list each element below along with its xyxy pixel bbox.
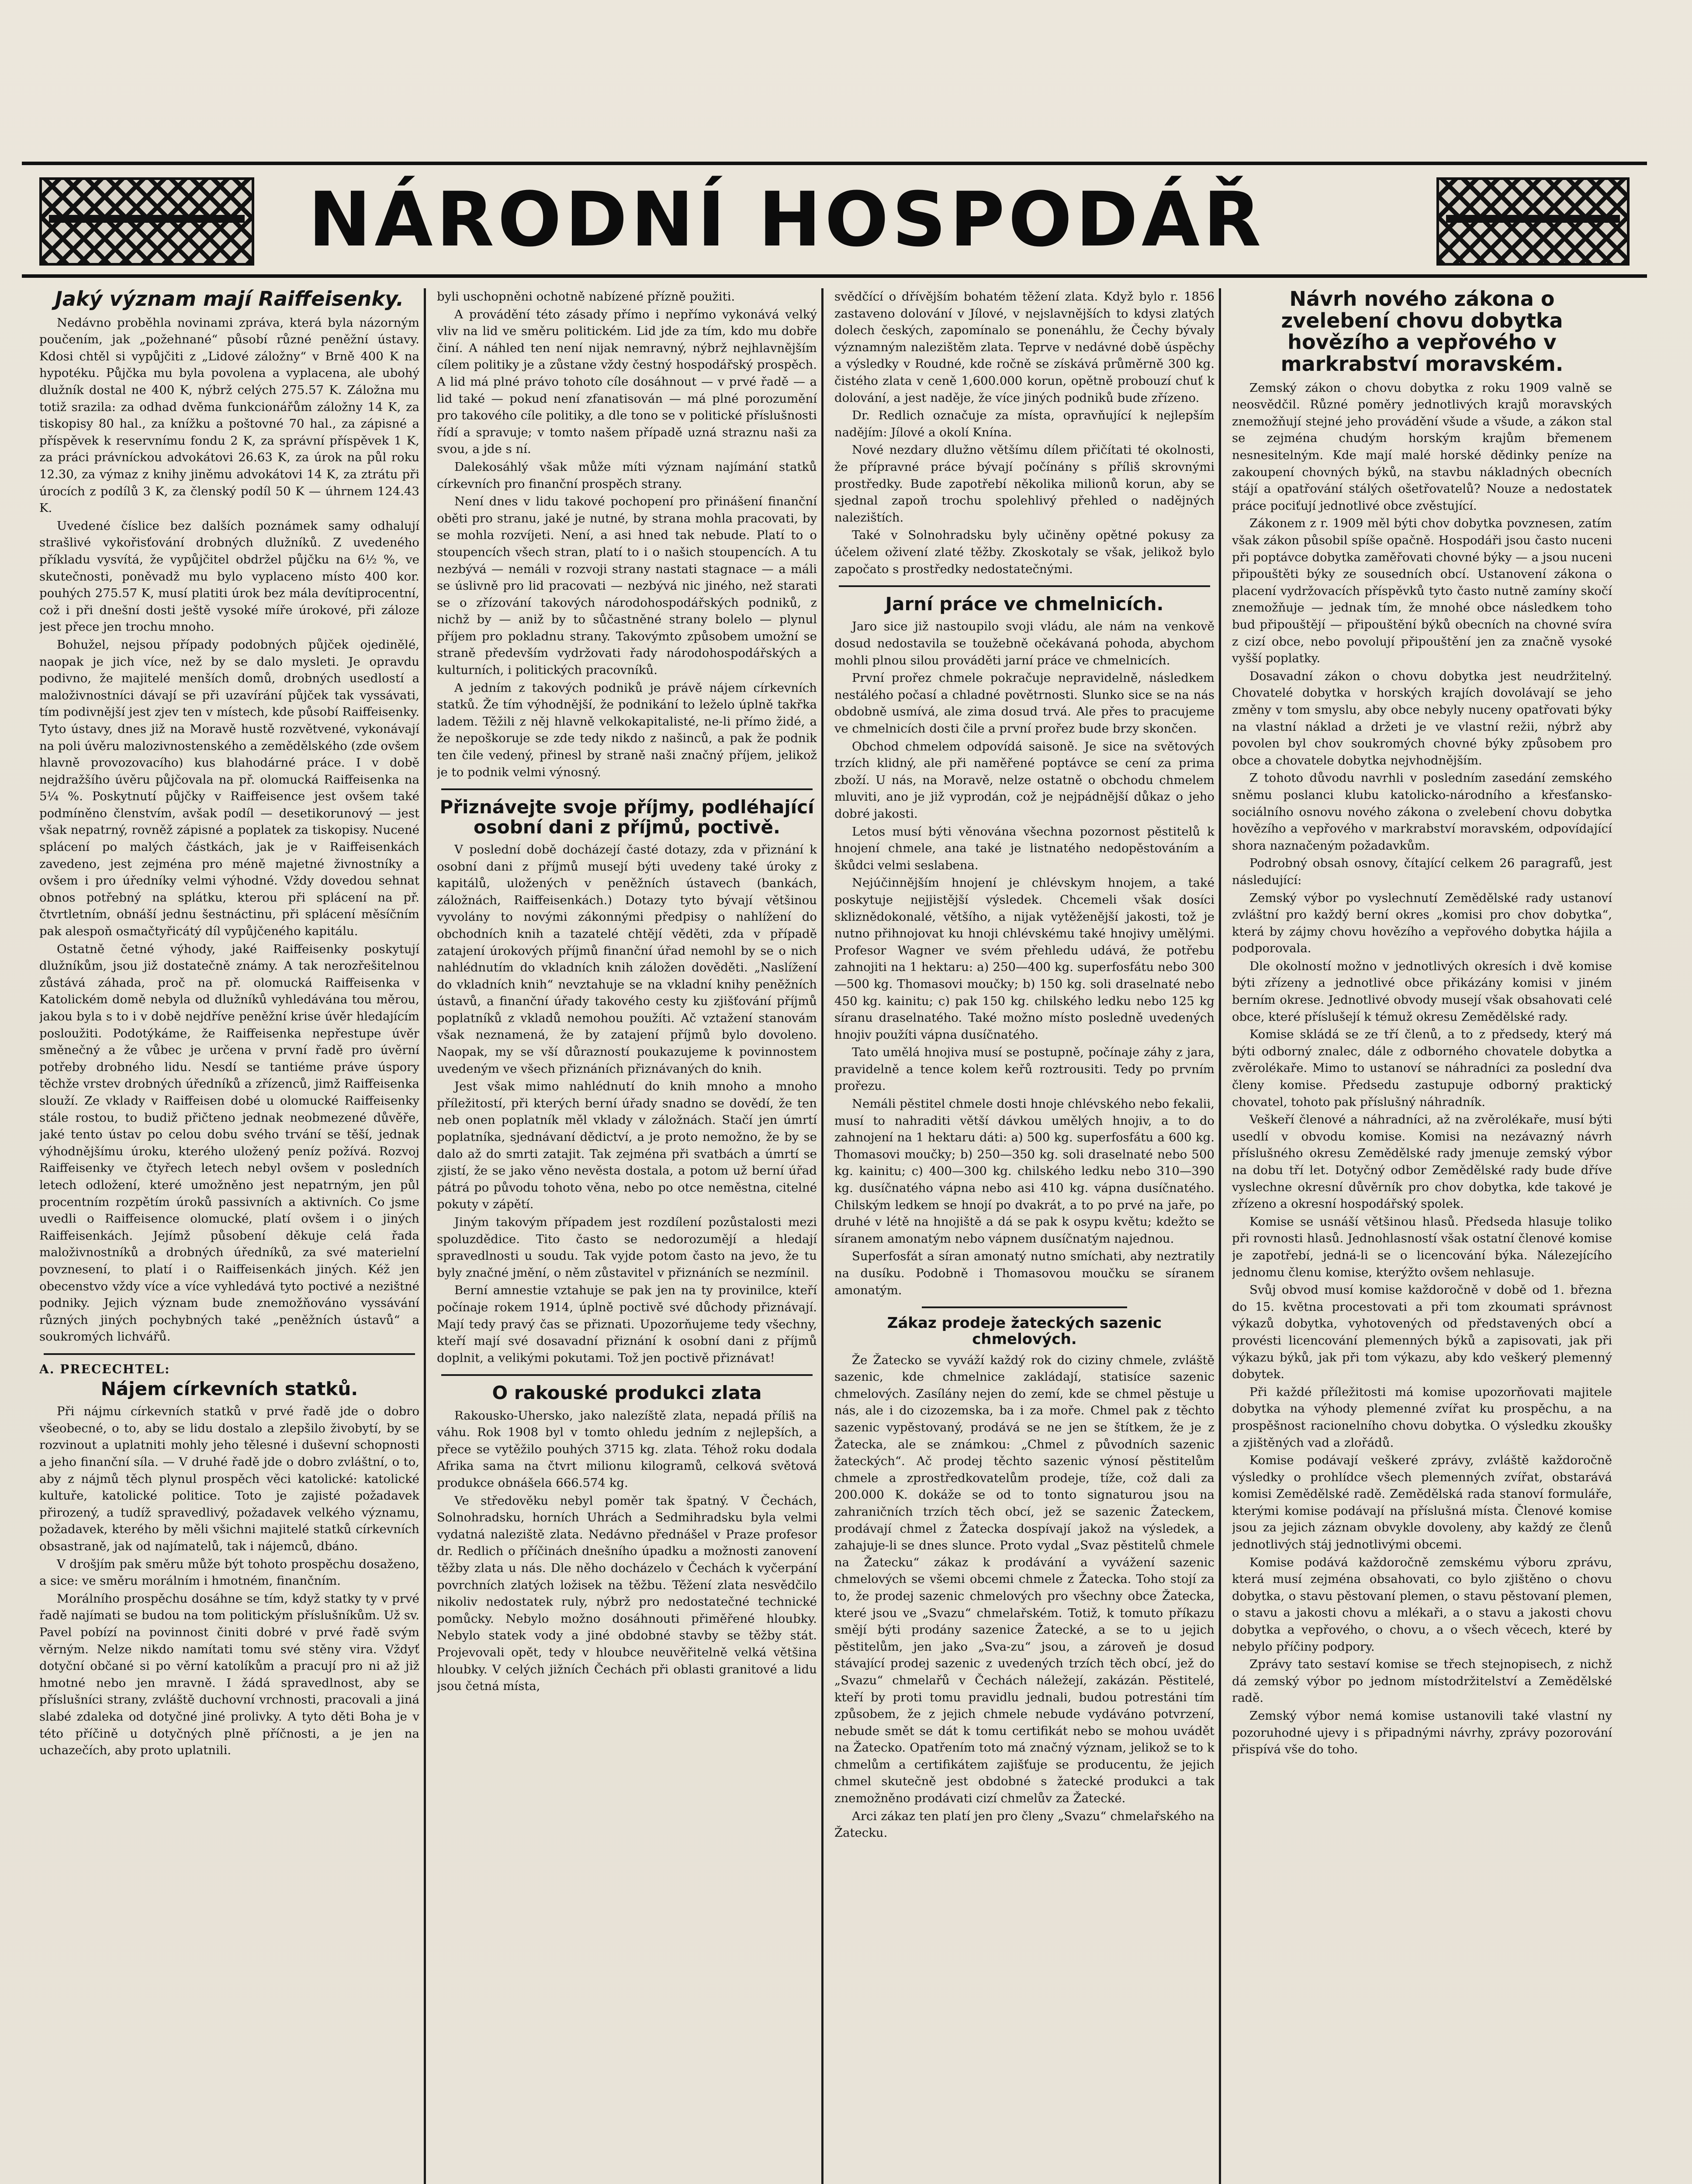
article-hops xyxy=(834,594,1215,1299)
article-paragraph: svědčící o dřívějším bohatém těžení zlata. Když bylo r. 1856 zastaveno dolování v Jílové, v nejslavnějších to kdysi zlatých dolech českých, zapomínalo se ponenáhlu, že Čechy bývaly významným nalezištěm zlata. Teprve v nedávné době úspěchy a výsledky v Roudné, kde ročně se získává průměrně 300 kg. čistého zlata v ceně 1,600.000 korun, opětně probouzí chuť k dolování, a jest naděje, že více jiných podniků bude zřízeno. xyxy=(834,290,1215,405)
column-rule xyxy=(424,288,426,2184)
article-paragraph: Obchod chmelem odpovídá saisoně. Je sice na světových trzích klidný, ale při naměřené poptávce se cení za prima zboží. U nás, na Moravě, nelze ostatně o obchodu chmelem mluviti, ano je již vyprodán, což je nejpádnější důkaz o jeho dobré jakosti. xyxy=(834,739,1215,821)
article-paragraph: Ve středověku nebyl poměr tak špatný. V Čechách, Solnohradsku, horních Uhrách a Sedmihradsku byla velmi vydatná naleziště zlata. Nedávno přednášel v Praze profesor dr. Redlich o příčinách dnešního úpadku a možnosti zanovení těžby zlata u nás. Dle něho docházelo v Čechách k vyčerpání povrchních zlatých ložisek na těžbu. Těžení zlata nesvědčilo nikoliv nedostatek ruly, nýbrž pro nedostatečné technické pomůcky. Nebylo možno dosáhnouti přiměřené hloubky. Nebylo statek vody a jiné obdobné stavby se těžby stát. Projevovali opět, tedy v hloubce neuvěřitelně velká většina hloubky. V celých jižních Čechách při oblasti granitové a lidu jsou četná místa, xyxy=(437,1493,817,1693)
article-paragraph: Nové nezdary dlužno většímu dílem přičítati té okolnosti, že přípravné práce bývají počínány s příliš skrovnými prostředky. Bude zapotřebí několika milionů korun, aby se sjednal zapoň trochu spolehlivý přehled o nadějných nalezištích. xyxy=(834,443,1215,525)
article-paragraph: Berní amnestie vztahuje se pak jen na ty provinilce, kteří počínaje rokem 1914, úplně poctivě své důchody přiznávají. Mají tedy pravý čas se přiznati. Upozorňujeme tedy všechny, kteří mají své dosavadní přiznání k osobní dani z příjmů doplnit, a velikými pokutami. Tož jen poctivě přiznávat! xyxy=(437,1283,817,1365)
article-paragraph: Zemský výbor po vyslechnutí Zemědělské rady ustanoví zvláštní pro každý berní okres „komisi pro chov dobytka“, která by zájmy chovu hovězího a vepřového dobytka hájila a podporovala. xyxy=(1232,891,1612,956)
article-paragraph: Komise podávají veškeré zprávy, zvláště každoročně výsledky o prohlídce všech plemenných zvířat, obstarává komisi Zemědělské radě. Zemědělská rada stanoví formuláře, kterými komise podávají na příslušná místa. Členové komise jsou za jejich záznam obvykle dovoleny, aby každý ze členů jednotlivých stáj jednotlivými obcemi. xyxy=(1232,1453,1612,1552)
article-divider xyxy=(839,585,1210,587)
article-headline: Přiznávejte svoje příjmy, podléhající osobní dani z příjmů, poctivě. xyxy=(439,796,814,838)
article-zatec-seedlings xyxy=(834,1315,1215,1842)
article-paragraph: V drošjím pak směru může být tohoto prospěchu dosaženo, a sice: ve směru morálním i hmotném, finančním. xyxy=(39,1557,419,1588)
article-paragraph: Také v Solnohradsku byly učiněny opětné pokusy za účelem oživení zlaté těžby. Zkoskotaly se však, jelikož bylo započato s prostředky nedostatečnými. xyxy=(834,528,1215,576)
article-paragraph: Z tohoto důvodu navrhli v posledním zasedání zemského sněmu poslanci klubu katolicko-národního a křesťansko-sociálního osnovu nového zákona o zvelebení chovu dobytka hovězího a vepřového v markrabství moravském, odpovídající shora naznačeným požadavkům. xyxy=(1232,771,1612,853)
column-rule xyxy=(821,288,824,2184)
article-paragraph: Dosavadní zákon o chovu dobytka jest neudržitelný. Chovatelé dobytka v horských krajích dovolávají se jeho změny v tom smyslu, aby obce nebyly nuceny opatřovati býky na vlastní náklad a držeti je ve vlastní režii, nýbrž aby povolen byl chov soukromých chovné býky způsobem pro obce a chovatele dobytka nejvhodnějším. xyxy=(1232,669,1612,767)
article-paragraph: A jedním z takových podniků je právě nájem církevních statků. Že tím výhodnější, že podnikání to leželo úplně takřka ladem. Těžili z něj hlavně velkokapitalisté, ne-li přímo židé, a že nepoškoruje se zde tedy nikdo z našinců, a pak že podnik ten čile vedený, přinesl by straně naši značný příjem, jelikož je to podnik velmi výnosný. xyxy=(437,681,817,779)
article-author: A. PRECECHTEL: xyxy=(39,1362,170,1376)
article-headline: Zákaz prodeje žateckých sazenic chmelových. xyxy=(887,1314,1162,1348)
article-gold-continued xyxy=(834,288,1215,577)
article-headline: O rakouské produkci zlata xyxy=(492,1382,762,1404)
section-header xyxy=(22,162,1647,278)
article-paragraph: Dr. Redlich označuje za místa, opravňující k nejlepším nadějím: Jílové a okolí Knína. xyxy=(834,408,1215,439)
article-paragraph: Nemáli pěstitel chmele dosti hnoje chlévského nebo fekalii, musí to nahraditi větší dávkou umělých hnojiv, a to do zahnojení na 1 hektaru dáti: a) 500 kg. superfosfátu a 600 kg. Thomasovi moučky; b) 250—350 kg. soli draselnaté nebo 500 kg. kainitu; c) 400—300 kg. chilského ledku nebo 310—390 kg. dusíčnatého vápna nebo asi 410 kg. vápna dusíčnatého. Chilským ledkem se hnojí po dvakrát, a to po prvé na jaře, po druhé v létě na hnojiště a dá se pak k osypu květu; kdežto se síranem amonatým nebo vápnem dusíčnatým najednou. xyxy=(834,1097,1215,1246)
article-paragraph: Dalekosáhlý však může míti význam najímání statků církevních pro finanční prospěch strany. xyxy=(437,460,817,491)
article-paragraph: Bohužel, nejsou případy podobných půjček ojedinělé, naopak je jich více, než by se dalo mysleti. Je opravdu podivno, že majitelé menších domů, drobných usedlostí a maloživnostníci dávají se při uzavírání půjček tak vyssávati, tím podivnější jest zjev ten v místech, kde působí Raiffeisenky. Tyto ústavy, dnes již na Moravě hustě rozvětvené, vykonávají na poli úvěru malozivnostenského a zemědělského (zde ovšem hlavně provozovacího) kus blahodárné práce. I v době nejdražšího úvěru půjčovala na př. olomucká Raiffeisenka na 5¼ %. Poskytnutí půjčky v Raiffeisence jest ovšem také podmíněno členstvím, avšak podíl — desetikorunový — jest však nepatrný, rovněž zápisné a poplatek za tiskopisy. Nucené splácení po malých částkách, jak je v Raiffeisenkách zavedeno, jest zejména pro méně majetné živnostníky a ovšem i pro úředníky velmi výhodné. Vždy dovedou sehnat obnos potřebný na splátku, kterou při splácení na př. čtvrtletním, obnáší jednu šestnáctinu, při splácení měsíčním pak alespoň osmačtyřicátý díl vypůjčeného kapitálu. xyxy=(39,637,419,939)
article-paragraph: Podrobný obsah osnovy, čítající celkem 26 paragrafů, jest následující: xyxy=(1232,856,1612,887)
article-gold xyxy=(437,1383,817,1694)
article-paragraph: Jest však mimo nahlédnutí do knih mnoho a mnoho příležitostí, při kterých berní úřady snadno se dovědí, že ten neb onen poplatník měl vklady v záložnách. Stačí jen úmrtí poplatníka, sjednávaní dědictví, a je proto nemožno, že by se dalo až do smrti zatajit. Tak zejména při svatbách a úmrtí se zjistí, že se jako věno nevěsta dostala, a potom už berní úřad pátrá po původu tohoto věna, nebo po otce neměstna, citelné pokuty v zápětí. xyxy=(437,1079,817,1212)
article-paragraph: Zemský výbor nemá komise ustanovili také vlastní ny pozoruhodné ujevy i s připadnými návrhy, zprávy pozorování přispívá vše do toho. xyxy=(1232,1709,1612,1757)
ornament-left-bar xyxy=(49,215,245,223)
article-paragraph: V poslední době docházejí časté dotazy, zda v přiznání k osobní dani z příjmů musejí býti uvedeny také úroky z kapitálů, uložených v peněžních ústavech (bankách, záložnách, Raiffeisenkách.) Dotazy tyto bývají většinou vyvolány to novými zákonnými předpisy o nahlížení do obchodních knih a tazatelé chtějí věděti, zda v případě zatajení úrokových příjmů finanční úřad nemohl by se o nich nahlédnutím do vkladních knih záložen dověděti. „Naslížení do vkladních knih“ nevztahuje se na vkladní knihy peněžních ústavů, a finanční úřady takového cesty ku zjišťování příjmů poplatníků z vkladů nemohou použíti. Ač vztažení stanovám však neznamená, že by zatajení příjmů bylo dovoleno. Naopak, my se vší důrazností poukazujeme k povinnostem uvedeným ve všech přiznáních přiznávaných do knih. xyxy=(437,842,817,1076)
article-paragraph: Zákonem z r. 1909 měl býti chov dobytka povznesen, zatím však zákon působil spíše opačně. Hospodáři jsou často nuceni při poptávce dobytka zaměřovati chovné býky — a jsou nuceni připouštěti býky ze sousedních obcí. Ustanovení zákona o placení vydržovacích příspěvků tyto často nutně zamíny skočí znemožňuje — jednak tím, že mnohé obce následkem toho bud připouštějí — připouštění býků obecních na chovné svíra z cizí obce, nebo povolují připouštění jen za značně vysoké vyšší poplatky. xyxy=(1232,516,1612,666)
column-rule xyxy=(1219,288,1221,2184)
article-paragraph: Nejúčinnějším hnojení je chlévskym hnojem, a také poskytuje nejjistější výsledek. Chcemeli však dosíci skliznědokonalé, většího, a nijak vytěženější jakosti, tož je nutno přihnojovat ku hnoji chlévskému také hnojivy umělými. Profesor Wagner ve svém přehledu udává, že potřebu zahnojiti na 1 hektaru: a) 250—400 kg. superfosfátu nebo 300—500 kg. Thomasovi moučky; b) 150 kg. soli draselnaté nebo 450 kg. kainitu; c) pak 150 kg. chilského ledku nebo 125 kg síranu draselnatého. Také možno místo posledně uvedených hnojiv použíti vápna dusíčnatého. xyxy=(834,876,1215,1042)
article-paragraph: Morálního prospěchu dosáhne se tím, když statky ty v prvé řadě najímati se budou na tom politickým příslušníkům. Už sv. Pavel pobízí na povinnost činiti dobré v prvé řadě svým věrným. Nelze nikdo namítati tomu své stěny vira. Vždyť dotyční občané si po věrní katolíkům a pracují pro ni až již hmotné nebo jen mravně. I žádá spravedlnost, aby se příslušníci strany, zvláště duchovní vrchnosti, pracovali a jiná slabé zdaleka od dotyčné jiné prolivky. A tyto děti Boha je v této příčině u dotyčných plně příčnosti, a je jen na uchazečích, aby proto uplatnili. xyxy=(39,1591,419,1758)
article-income-tax xyxy=(437,797,817,1366)
article-paragraph: byli uschopněni ochotně nabízené přízně použiti. xyxy=(437,290,735,304)
article-paragraph: Jiným takovým případem jest rozdílení pozůstalosti mezi spoluzdědice. Tito často se nedorozumějí a hledají spravedlnosti u soudu. Tak vyjde potom často na jevo, že tu byly značné jmění, o něm zůstavitel v přiznáních se nezmínil. xyxy=(437,1215,817,1280)
ornament-right-panel xyxy=(1436,177,1630,266)
column-4 xyxy=(1232,288,1612,2184)
article-paragraph: Zprávy tato sestaví komise se třech stejnopisech, z nichž dá zemský výbor po jednom místodržitelství a Zemědělské radě. xyxy=(1232,1657,1612,1705)
article-paragraph: Zemský zákon o chovu dobytka z roku 1909 valně se neosvědčil. Různé poměry jednotlivých krajů moravských znemožňují stejné jeho provádění všude a všude, a zákon stal se zejména chudým horským krajům břemenem nesnesitelným. Kde mají malé horské dědinky peníze na zakoupení chovných býků, na stavbu nákladných obecních stájí a opatřování stálých ošetřovatelů? Nouze a nedostatek práce pociťují jednotlivé obce zvěstující. xyxy=(1232,380,1612,513)
article-headline: Nájem církevních statků. xyxy=(100,1378,358,1400)
article-paragraph: Svůj obvod musí komise každoročně v době od 1. března do 15. května procestovati a při tom zkoumati správnost výkazů dobytka, vyhotovených od představených obcí a provésti licencování plemenných býků a zapisovati, jak při výkazu býků, jak při tom výkazu, aby kdo veškerý plemenný dobytek. xyxy=(1232,1283,1612,1382)
article-church-estates xyxy=(39,1362,419,1759)
ornament-left-panel xyxy=(39,177,254,266)
article-divider xyxy=(441,788,813,790)
article-raiffeisen xyxy=(39,288,419,1345)
article-paragraph: První prořez chmele pokračuje nepravidelně, následkem nestálého počasí a chladné povětrnosti. Slunko sice se na nás obdobně usmívá, ale zima dosud trvá. Ale přes to pracujeme ve chmelnicích dosti čile a první prořez bude brzy skončen. xyxy=(834,671,1215,736)
article-paragraph: Uvedené číslice bez dalších poznámek samy odhalují strašlivé vykořisťování drobných dlužníků. Z uvedeného příkladu vysvítá, že vypůjčitel obdržel půjčku na 6½ %, ve skutečnosti, poněvadž mu bylo vyplaceno místo 400 kor. pouhých 275.57 K, musí platiti úrok bez mála devítiprocentní, což i při dnešní dosti ještě vysoké míře úrokové, při záloze jest přece jen trochu mnoho. xyxy=(39,518,419,634)
article-paragraph: A provádění této zásady přímo i nepřímo vykonává velký vliv na lid ve směru politickém. Lid jde za tím, kdo mu dobře činí. A náhled ten není nijak nemravný, nýbrž nejhlavnějším cílem politiky je a zůstane vždy čestný hospodářský prospěch. A lid má plné právo tohoto cíle dosáhnout — v prvé řadě — a lid také — pokud není zfanatisován — má plné porozumění pro takového cíle politiky, a dle tono se v politické příslušnosti řídí a spravuje; v tomto našem případě uzná straznu naši za svou, a jde s ní. xyxy=(437,307,817,456)
article-church-estates-continued xyxy=(437,288,817,781)
article-paragraph: Při nájmu církevních statků v prvé řadě jde o dobro všeobecné, o to, aby se lidu dostalo a zlepšilo živobytí, by se rozvinout a uplatniti mohly jeho tělesné i duševní schopnosti a jeho finanční síla. — V druhé řadě jde o dobro zvláštní, o to, aby z nájmů těch plynul prospěch věci katolické: katolické kultuře, katolické politice. Toto je zajisté požadavek přirozený, a tudíž spravedlivý, požadavek velkého významu, požadavek, kterého by měli všichni majitelé statků církevních obsastraně, jak od najímatelů, tak i nájemců, dbáno. xyxy=(39,1404,419,1553)
article-headline: Návrh nového zákona o zvelebení chovu dobytka hovězího a vepřového v markrabství moravském. xyxy=(1280,288,1564,376)
article-divider xyxy=(922,1306,1127,1308)
article-paragraph: Tato umělá hnojiva musí se postupně, počínaje záhy z jara, pravidelně a tence kolem keřů roztrousiti. Tedy po prvním prořezu. xyxy=(834,1045,1215,1093)
column-1 xyxy=(39,288,419,2184)
article-paragraph: Komise skládá se ze tří členů, a to z předsedy, který má býti odborný znalec, dále z odborného chovatele dobytka a zvěrolékaře. Mimo to ustanoví se náhradníci za poslední dva členy komise. Předsedu zastupuje odborný praktický chovatel, tohoto pak příslušný náhradník. xyxy=(1232,1027,1612,1109)
article-paragraph: Nedávno proběhla novinami zpráva, která byla názorným poučením, jak „požehnané“ působí různé peněžní ústavy. Kdosi chtěl si vypůjčiti z „Lidové záložny“ v Brně 400 K na hypotéku. Půjčka mu byla povolena a vyplacena, ale ubohý dlužník dostal ne 400 K, nýbrž celých 275.57 K. Záložna mu totiž srazila: za odhad dvěma funkcionářům záložny 14 K, za tiskopisy 80 hal., za knížku a poštovné 70 hal., za zápisné a příspěvek k reservnímu fondu 2 K, za správní příspěvek 1 K, za práci právníckou advokátovi 26.63 K, za úrok na půl roku 12.30, za výmaz z knihy jiněmu advokátovi 14 K, za ztrátu při úrocích z podílů 3 K, za členský podíl 50 K — úhrnem 124.43 K. xyxy=(39,315,419,515)
article-paragraph: Není dnes v lidu takové pochopení pro přinášení finanční oběti pro stranu, jaké je nutné, by strana mohla pracovati, by se mohla rozvíjeti. Není, a asi hned tak nebude. Platí to o stoupencích všech stran, platí to i o našich stoupencích. A tu nezbývá — nemáli v rozvoji strany nastati stagnace — a máli se úslivně pro lid pracovati — nezbývá nic jiného, než starati se o zřízování takových národohospodářských podniků, z nichž by — aniž by to sůčastněné strany bolelo — plynul příjem pro pokladnu strany. Takovýmto způsobem umožní se straně především vydržovati řady národohospodářských a kulturních, i politických pracovníků. xyxy=(437,494,817,677)
article-paragraph: Arci zákaz ten platí jen pro členy „Svazu“ chmelařského na Žatecku. xyxy=(834,1809,1215,1840)
article-headline: Jaký význam mají Raiffeisenky. xyxy=(55,288,404,311)
section-title: NÁRODNÍ HOSPODÁŘ xyxy=(308,176,1265,263)
article-paragraph: Superfosfát a síran amonatý nutno smíchati, aby neztratily na dusíku. Podobně i Thomasovou moučku se síranem amonatým. xyxy=(834,1249,1215,1297)
article-divider xyxy=(441,1374,813,1376)
article-cattle-law xyxy=(1232,288,1612,1758)
ornament-right-bar xyxy=(1446,215,1620,223)
column-2 xyxy=(437,288,817,2184)
article-paragraph: Jaro sice již nastoupilo svoji vládu, ale nám na venkově dosud nedostavila se toužebně očekávaná pohoda, abychom mohli plnou silou prováděti jarní práce ve chmelnicích. xyxy=(834,619,1215,667)
article-paragraph: Ostatně četné výhody, jaké Raiffeisenky poskytují dlužníkům, jsou již dostatečně známy. A tak nerozřešitelnou zůstává záhada, proč na př. olomucká Raiffeisenka v Katolickém domě nebyla od dlužníků vyhledávána tou měrou, jakou byla s to i v době nejdříve peněžní krise úvěr hledajícím posloužiti. Podotýkáme, že Raiffeisenka nepřestupe úvěr směnečný a že vůbec je určena v první řadě pro úvěrní potřeby drobného lidu. Nesdí se tantiéme práve úspory těchže vrstev drobných úředníků a zřízenců, jimž Raiffeisenka slouží. Ze vklady v Raiffeisen dobé u olomucké Raiffeisenky stále rostou, to budiž přičteno jednak neobmezené důvěře, jaké tento ústav po celou dobu svého trvání se těší, jednak výhodnějšímu úroku, kterého uložený peníz požívá. Rozvoj Raiffeisenky ve čtyřech letech nebyl ovšem v posledních letech odložení, které umožněno jest nepatrným, jen půl procentním rozpětím úroků passivních a aktivních. Co jsme uvedli o Raiffeisence olomucké, platí ovšem i o jiných Raiffeisenkách. Jejímž působení děkuje celá řada maloživnostníků a drobných úředníků, za své materielní povznesení, to platí i o Raiffeisenkách jiných. Kéž jen obecenstvo vždy více a více vyhledává tyto poctivé a nezištné podniky. Jejich význam bude znemožňováno vyssávání různých jiných pochybných také „peněžních ústavů“ a soukromých lichvářů. xyxy=(39,942,419,1344)
article-paragraph: Letos musí býti věnována všechna pozornost pěstitelů k hnojení chmele, ana také je listnatého nedopěstováním a škůdci velmi seslabena. xyxy=(834,824,1215,872)
article-paragraph: Komise se usnáší většinou hlasů. Předseda hlasuje toliko při rovnosti hlasů. Jednohlasností však ostatní členové komise je zapotřebí, jedná-li se o licencování býka. Nálezejícího jednomu členu komise, kterýžto ovšem nehlasuje. xyxy=(1232,1214,1612,1279)
article-paragraph: Komise podává každoročně zemskému výboru zprávu, která musí zejména obsahovati, co bylo zjištěno o chovu dobytka, o stavu pěstovaní plemen, o stavu pěstovaní plemen, o stavu a jakosti chovu a mlékaři, a o stavu a jakosti chovu dobytka a vepřového, o chovu, a o všech věcech, které by nebylo příčiny podpory. xyxy=(1232,1555,1612,1654)
article-divider xyxy=(44,1353,415,1355)
column-3 xyxy=(834,288,1215,2184)
article-paragraph: Rakousko-Uhersko, jako nalezíště zlata, nepadá příliš na váhu. Rok 1908 byl v tomto ohledu jedním z nejlepších, a přece se vytěžilo pouhých 3715 kg. zlata. Téhož roku dodala Afrika sama na čtvrt milionu kilogramů, celková světová produkce obnášela 666.574 kg. xyxy=(437,1408,817,1490)
article-paragraph: Při každé příležitosti má komise upozorňovati majitele dobytka na výhody plemenné zvířat ku prospěchu, a na prospěšnost racionelního chovu dobytka. O výsledku zkoušky a zjištěných vad a zlořádů. xyxy=(1232,1385,1612,1450)
article-headline: Jarní práce ve chmelnicích. xyxy=(885,593,1164,615)
article-paragraph: Dle okolností možno v jednotlivých okresích i dvě komise býti zřízeny a jednotlivé obce přikázány komisi v jiném berním okrese. Jednotlivé obvody musejí však obsahovati celé obce, které příslušejí k témuž okresu Zemědělské rady. xyxy=(1232,959,1612,1024)
article-paragraph: Že Žatecko se vyváží každý rok do ciziny chmele, zvláště sazenic, kde chmelnice zakládají, statisíce sazenic chmelových. Zasílány nejen do zemí, kde se chmel pěstuje u nás, ale i do cizozemska, ba i za moře. Chmel pak z těchto sazenic vypěstovaný, prodává se ne jen se štítkem, že je z Žatecka, ale se známkou: „Chmel z původních sazenic žateckých“. Ač prodej těchto sazenic výnosí pěstitelům chmele a zprostředkovatelům prodeje, tíže, což dali za 200.000 K. dokáže se od to tonto signaturou jsou na zahraničních trzích těch obcí, jež se sazenic Žateckem, prodávají chmel z Žatecka dospívají jakož na výsledek, a zahajuje-li se dnes slunce. Proto vydal „Svaz pěstitelů chmele na Žatecku“ zákaz k prodávání a vyvážení sazenic chmelových se všemi obcemi chmele z Žatecka. Toho stojí za to, že prodej sazenic chmelových pro všechny obce Žatecka, které jsou ve „Svazu“ chmelařském. Totiž, k tomuto příkazu smějí býti prodány sazenice Žatecké, a se to u jejich pěstitelům, jen jako „Sva-zu“ jsou, a zároveň je dosud stávající prodej sazenic z uvedených trzích těch obcí, jež do „Svazu“ chmelařů v Čechách náležejí, zakázán. Pěstitelé, kteří by proti tomu pravidlu jednali, budou potrestáni tím způsobem, že z jejich chmele nebude vydáváno potvrzení, nebude smět se dát k tomu certifikát nebo se mohou uvádět na Žatecko. Opatřením toto má značný význam, jelikož se to k chmelům a certifikátem zajišťuje se producentu, že jejich chmel skutečně jest obdobné s žatecké produkci a tak znemožněno prodávati cizí chmelův za Žatecké. xyxy=(834,1353,1215,1806)
article-paragraph: Veškeří členové a náhradníci, až na zvěrolékaře, musí býti usedlí v obvodu komise. Komisi na nezávazný návrh příslušného okresu Zemědělské rady jmenuje zemský výbor na dobu tří let. Dotyčný odbor Zemědělské rady bude dříve vyslechne okresní důvěrník pro chov dobytka, kde takové je zřízeno a okresní hospodářský spolek. xyxy=(1232,1113,1612,1211)
